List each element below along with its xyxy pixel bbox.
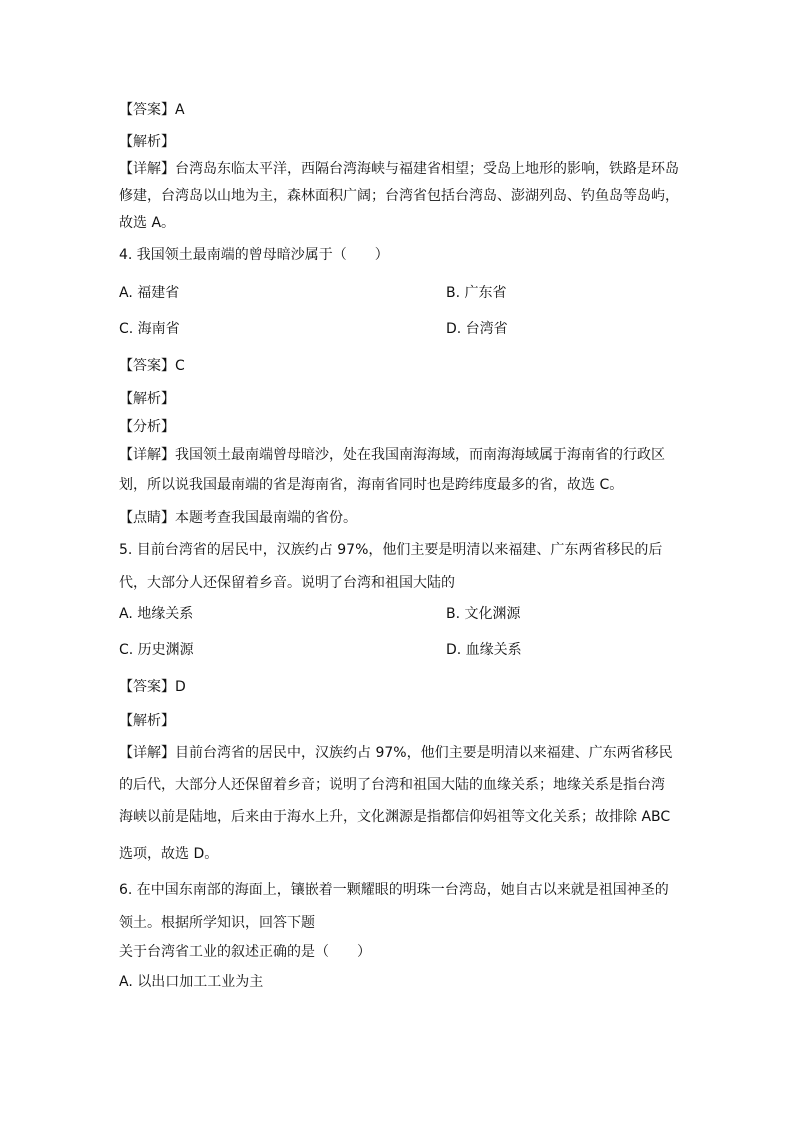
option-c: C. 海南省 [119, 321, 180, 337]
question-text: 4. 我国领土最南端的曾母暗沙属于（ ） [119, 247, 389, 263]
analysis-label: 【解析】 [119, 391, 175, 407]
detail-text: 【详解】目前台湾省的居民中，汉族约占 97%，他们主要是明清以来福建、广东两省移民 [119, 745, 673, 761]
detail-text: 海峡以前是陆地，后来由于海水上升，文化渊源是指都信仰妈祖等文化关系；故排除 ABC [119, 809, 671, 825]
answer-label: 【答案】C [119, 358, 185, 374]
key-point-text: 【点睛】本题考查我国最南端的省份。 [119, 510, 357, 526]
analysis-label: 【解析】 [119, 713, 175, 729]
option-b: B. 广东省 [446, 285, 507, 301]
analysis-sub-label: 【分析】 [119, 419, 175, 435]
detail-text: 【详解】台湾岛东临太平洋，西隔台湾海峡与福建省相望；受岛上地形的影响，铁路是环岛 [119, 161, 679, 177]
detail-text: 的后代，大部分人还保留着乡音；说明了台湾和祖国大陆的血缘关系；地缘关系是指台湾 [119, 777, 665, 793]
option-d: D. 血缘关系 [446, 642, 522, 658]
analysis-label: 【解析】 [119, 134, 175, 150]
detail-text: 选项，故选 D。 [119, 846, 219, 862]
answer-label: 【答案】A [119, 102, 185, 118]
detail-text: 划，所以说我国最南端的省是海南省，海南省同时也是跨纬度最多的省，故选 C。 [119, 477, 624, 493]
question-text: 6. 在中国东南部的海面上，镶嵌着一颗耀眼的明珠一台湾岛，她自古以来就是祖国神圣的 [119, 882, 669, 898]
detail-text: 【详解】我国领土最南端曾母暗沙，处在我国南海海域，而南海海域属于海南省的行政区 [119, 447, 665, 463]
detail-text: 故选 A。 [119, 215, 176, 231]
detail-text: 修建，台湾岛以山地为主，森林面积广阔；台湾省包括台湾岛、澎湖列岛、钓鱼岛等岛屿， [119, 188, 679, 204]
option-d: D. 台湾省 [446, 321, 508, 337]
option-a: A. 以出口加工工业为主 [119, 974, 264, 990]
question-text: 关于台湾省工业的叙述正确的是（ ） [119, 944, 371, 960]
question-text: 代，大部分人还保留着乡音。说明了台湾和祖国大陆的 [119, 575, 455, 591]
question-text: 领土。根据所学知识，回答下题 [119, 915, 315, 931]
option-c: C. 历史渊源 [119, 642, 194, 658]
option-b: B. 文化渊源 [446, 606, 521, 622]
option-a: A. 福建省 [119, 285, 180, 301]
option-a: A. 地缘关系 [119, 606, 194, 622]
question-text: 5. 目前台湾省的居民中，汉族约占 97%，他们主要是明清以来福建、广东两省移民的后 [119, 542, 663, 558]
answer-label: 【答案】D [119, 679, 186, 695]
